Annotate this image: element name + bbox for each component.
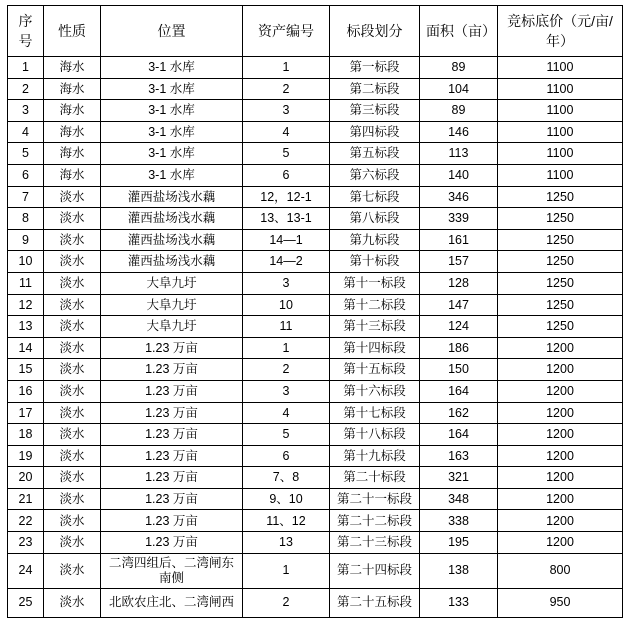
cell-nature: 海水 — [44, 78, 101, 100]
table-row — [8, 316, 623, 338]
cell-area: 164 — [420, 380, 498, 402]
cell-price: 1200 — [498, 488, 623, 510]
cell-seq: 23 — [8, 532, 44, 554]
cell-seq: 15 — [8, 359, 44, 381]
cell-seq: 16 — [8, 380, 44, 402]
cell-area: 133 — [420, 588, 498, 617]
cell-nature: 淡水 — [44, 272, 101, 294]
cell-nature: 淡水 — [44, 380, 101, 402]
table-row — [8, 359, 623, 381]
cell-nature: 淡水 — [44, 359, 101, 381]
cell-nature: 淡水 — [44, 294, 101, 316]
cell-location: 3-1 水库 — [101, 143, 243, 165]
cell-area: 163 — [420, 445, 498, 467]
cell-asset-no: 11、12 — [243, 510, 330, 532]
cell-nature: 淡水 — [44, 532, 101, 554]
cell-location: 3-1 水库 — [101, 164, 243, 186]
table-body — [8, 57, 623, 618]
table-row — [8, 402, 623, 424]
cell-section: 第十七标段 — [330, 402, 420, 424]
cell-nature: 淡水 — [44, 424, 101, 446]
table-row — [8, 488, 623, 510]
cell-section: 第十一标段 — [330, 272, 420, 294]
cell-section: 第二十五标段 — [330, 588, 420, 617]
table-row — [8, 251, 623, 273]
cell-area: 157 — [420, 251, 498, 273]
cell-nature: 淡水 — [44, 445, 101, 467]
cell-area: 164 — [420, 424, 498, 446]
cell-area: 339 — [420, 208, 498, 230]
cell-section: 第十四标段 — [330, 337, 420, 359]
cell-location: 1.23 万亩 — [101, 488, 243, 510]
cell-nature: 淡水 — [44, 488, 101, 510]
cell-location: 1.23 万亩 — [101, 532, 243, 554]
cell-asset-no: 6 — [243, 164, 330, 186]
cell-asset-no: 11 — [243, 316, 330, 338]
cell-nature: 淡水 — [44, 402, 101, 424]
cell-price: 1100 — [498, 78, 623, 100]
cell-nature: 淡水 — [44, 186, 101, 208]
table-row — [8, 164, 623, 186]
cell-section: 第二十一标段 — [330, 488, 420, 510]
cell-asset-no: 2 — [243, 588, 330, 617]
cell-nature: 淡水 — [44, 510, 101, 532]
cell-location: 灌西盐场浅水藕 — [101, 229, 243, 251]
header-row — [8, 6, 623, 57]
cell-seq: 14 — [8, 337, 44, 359]
cell-section: 第一标段 — [330, 57, 420, 79]
table-row — [8, 208, 623, 230]
cell-price: 1100 — [498, 164, 623, 186]
cell-area: 150 — [420, 359, 498, 381]
cell-seq: 1 — [8, 57, 44, 79]
table-row — [8, 143, 623, 165]
cell-area: 195 — [420, 532, 498, 554]
cell-nature: 淡水 — [44, 467, 101, 489]
cell-seq: 5 — [8, 143, 44, 165]
cell-area: 140 — [420, 164, 498, 186]
cell-price: 1250 — [498, 229, 623, 251]
cell-nature: 淡水 — [44, 316, 101, 338]
cell-seq: 11 — [8, 272, 44, 294]
cell-nature: 海水 — [44, 143, 101, 165]
cell-area: 89 — [420, 100, 498, 122]
cell-area: 186 — [420, 337, 498, 359]
table-row — [8, 78, 623, 100]
cell-section: 第十三标段 — [330, 316, 420, 338]
cell-area: 147 — [420, 294, 498, 316]
cell-asset-no: 3 — [243, 272, 330, 294]
table-row — [8, 272, 623, 294]
table-row — [8, 186, 623, 208]
cell-location: 1.23 万亩 — [101, 467, 243, 489]
table-row — [8, 337, 623, 359]
cell-price: 1100 — [498, 57, 623, 79]
cell-seq: 13 — [8, 316, 44, 338]
cell-location: 北欧农庄北、二湾闸西 — [101, 588, 243, 617]
cell-asset-no: 10 — [243, 294, 330, 316]
cell-asset-no: 13、13-1 — [243, 208, 330, 230]
cell-location: 1.23 万亩 — [101, 424, 243, 446]
cell-price: 1100 — [498, 143, 623, 165]
cell-seq: 4 — [8, 121, 44, 143]
cell-section: 第八标段 — [330, 208, 420, 230]
col-header-nature: 性质 — [44, 6, 101, 57]
table-row — [8, 553, 623, 588]
cell-price: 1200 — [498, 402, 623, 424]
cell-asset-no: 1 — [243, 337, 330, 359]
cell-asset-no: 7、8 — [243, 467, 330, 489]
cell-asset-no: 9、10 — [243, 488, 330, 510]
table-row — [8, 121, 623, 143]
cell-price: 800 — [498, 553, 623, 588]
cell-section: 第四标段 — [330, 121, 420, 143]
cell-section: 第五标段 — [330, 143, 420, 165]
cell-nature: 海水 — [44, 57, 101, 79]
cell-price: 1100 — [498, 100, 623, 122]
cell-location: 大阜九圩 — [101, 294, 243, 316]
cell-price: 1250 — [498, 316, 623, 338]
cell-nature: 海水 — [44, 164, 101, 186]
cell-area: 338 — [420, 510, 498, 532]
cell-area: 321 — [420, 467, 498, 489]
col-header-price: 竞标底价（元/亩/年） — [498, 6, 623, 57]
cell-price: 1200 — [498, 467, 623, 489]
cell-nature: 淡水 — [44, 251, 101, 273]
cell-section: 第二十二标段 — [330, 510, 420, 532]
cell-section: 第七标段 — [330, 186, 420, 208]
table-row — [8, 100, 623, 122]
cell-section: 第十标段 — [330, 251, 420, 273]
table-row — [8, 229, 623, 251]
cell-seq: 20 — [8, 467, 44, 489]
cell-section: 第十二标段 — [330, 294, 420, 316]
cell-section: 第十九标段 — [330, 445, 420, 467]
cell-area: 346 — [420, 186, 498, 208]
cell-price: 1250 — [498, 208, 623, 230]
cell-section: 第三标段 — [330, 100, 420, 122]
cell-asset-no: 2 — [243, 359, 330, 381]
cell-seq: 8 — [8, 208, 44, 230]
cell-location: 1.23 万亩 — [101, 359, 243, 381]
cell-price: 1100 — [498, 121, 623, 143]
cell-asset-no: 5 — [243, 143, 330, 165]
cell-nature: 淡水 — [44, 588, 101, 617]
cell-asset-no: 12，12-1 — [243, 186, 330, 208]
cell-location: 灌西盐场浅水藕 — [101, 186, 243, 208]
table-row — [8, 588, 623, 617]
col-header-area: 面积（亩） — [420, 6, 498, 57]
cell-location: 大阜九圩 — [101, 316, 243, 338]
cell-seq: 12 — [8, 294, 44, 316]
col-header-section: 标段划分 — [330, 6, 420, 57]
cell-seq: 25 — [8, 588, 44, 617]
cell-asset-no: 13 — [243, 532, 330, 554]
cell-location: 1.23 万亩 — [101, 445, 243, 467]
cell-section: 第二十标段 — [330, 467, 420, 489]
cell-location: 1.23 万亩 — [101, 510, 243, 532]
table-header — [8, 6, 623, 57]
cell-price: 1200 — [498, 424, 623, 446]
cell-price: 1200 — [498, 445, 623, 467]
cell-area: 89 — [420, 57, 498, 79]
cell-asset-no: 14—1 — [243, 229, 330, 251]
cell-area: 124 — [420, 316, 498, 338]
cell-asset-no: 6 — [243, 445, 330, 467]
cell-seq: 2 — [8, 78, 44, 100]
cell-seq: 6 — [8, 164, 44, 186]
cell-location: 3-1 水库 — [101, 78, 243, 100]
cell-asset-no: 14—2 — [243, 251, 330, 273]
cell-seq: 18 — [8, 424, 44, 446]
cell-nature: 淡水 — [44, 229, 101, 251]
table-row — [8, 424, 623, 446]
cell-nature: 海水 — [44, 121, 101, 143]
col-header-asset-no: 资产编号 — [243, 6, 330, 57]
cell-location: 3-1 水库 — [101, 121, 243, 143]
cell-asset-no: 4 — [243, 121, 330, 143]
cell-asset-no: 4 — [243, 402, 330, 424]
table-row — [8, 532, 623, 554]
table-row — [8, 294, 623, 316]
cell-nature: 淡水 — [44, 208, 101, 230]
cell-area: 128 — [420, 272, 498, 294]
cell-seq: 19 — [8, 445, 44, 467]
cell-seq: 7 — [8, 186, 44, 208]
cell-section: 第十六标段 — [330, 380, 420, 402]
cell-seq: 9 — [8, 229, 44, 251]
cell-seq: 3 — [8, 100, 44, 122]
cell-location: 1.23 万亩 — [101, 337, 243, 359]
cell-seq: 24 — [8, 553, 44, 588]
cell-section: 第十五标段 — [330, 359, 420, 381]
cell-area: 138 — [420, 553, 498, 588]
cell-asset-no: 3 — [243, 380, 330, 402]
cell-area: 104 — [420, 78, 498, 100]
cell-section: 第二标段 — [330, 78, 420, 100]
cell-price: 950 — [498, 588, 623, 617]
table-row — [8, 467, 623, 489]
cell-area: 348 — [420, 488, 498, 510]
cell-section: 第九标段 — [330, 229, 420, 251]
cell-location: 二湾四组后、二湾闸东南侧 — [101, 553, 243, 588]
cell-asset-no: 3 — [243, 100, 330, 122]
cell-nature: 淡水 — [44, 337, 101, 359]
cell-price: 1200 — [498, 337, 623, 359]
col-header-seq: 序号 — [8, 6, 44, 57]
cell-section: 第六标段 — [330, 164, 420, 186]
cell-section: 第十八标段 — [330, 424, 420, 446]
cell-area: 162 — [420, 402, 498, 424]
cell-location: 1.23 万亩 — [101, 380, 243, 402]
cell-area: 161 — [420, 229, 498, 251]
cell-seq: 17 — [8, 402, 44, 424]
cell-price: 1250 — [498, 294, 623, 316]
cell-asset-no: 2 — [243, 78, 330, 100]
cell-location: 3-1 水库 — [101, 100, 243, 122]
cell-area: 146 — [420, 121, 498, 143]
cell-area: 113 — [420, 143, 498, 165]
cell-section: 第二十三标段 — [330, 532, 420, 554]
table-row — [8, 510, 623, 532]
cell-price: 1250 — [498, 272, 623, 294]
cell-price: 1200 — [498, 532, 623, 554]
cell-asset-no: 1 — [243, 553, 330, 588]
col-header-location: 位置 — [101, 6, 243, 57]
table-row — [8, 380, 623, 402]
cell-nature: 淡水 — [44, 553, 101, 588]
cell-price: 1200 — [498, 510, 623, 532]
cell-nature: 海水 — [44, 100, 101, 122]
cell-asset-no: 1 — [243, 57, 330, 79]
cell-section: 第二十四标段 — [330, 553, 420, 588]
table-row — [8, 57, 623, 79]
cell-location: 灌西盐场浅水藕 — [101, 251, 243, 273]
cell-price: 1200 — [498, 380, 623, 402]
cell-seq: 22 — [8, 510, 44, 532]
cell-location: 灌西盐场浅水藕 — [101, 208, 243, 230]
cell-location: 1.23 万亩 — [101, 402, 243, 424]
table-row — [8, 445, 623, 467]
cell-location: 大阜九圩 — [101, 272, 243, 294]
cell-price: 1250 — [498, 251, 623, 273]
cell-price: 1200 — [498, 359, 623, 381]
cell-seq: 10 — [8, 251, 44, 273]
cell-location: 3-1 水库 — [101, 57, 243, 79]
cell-asset-no: 5 — [243, 424, 330, 446]
asset-bidding-table — [7, 5, 623, 618]
cell-price: 1250 — [498, 186, 623, 208]
cell-seq: 21 — [8, 488, 44, 510]
